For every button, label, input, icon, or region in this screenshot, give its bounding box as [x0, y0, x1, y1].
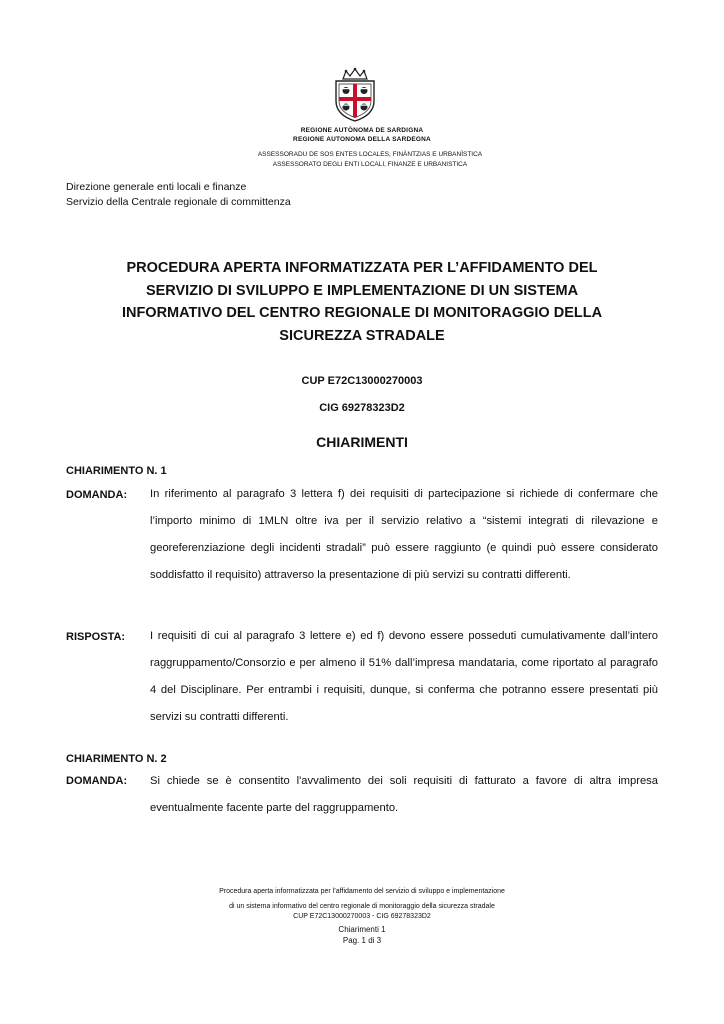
office-service: Servizio della Centrale regionale di committenza: [66, 196, 291, 208]
cup-code: CUP E72C13000270003: [301, 375, 423, 387]
question-label: DOMANDA:: [66, 775, 128, 787]
assessorate-sardinian: ASSESSORADU DE SOS ENTES LOCALES, FINÀNTZIAS E URBANÌSTICA: [257, 151, 483, 158]
question-text: In riferimento al paragrafo 3 lettera f) dei requisiti di partecipazione si richiede di confermare che l’importo minimo di 1MLN oltre iva per il servizio relativo a “sistemi integrati di rilevazione e georeferenziazione degli incidenti stradali” può essere raggiunto (e quindi può essere considerato soddisfatto il requisito) attraverso la presentazione di più servizi su contratti differenti.: [150, 488, 658, 581]
section-title: CHIARIMENTI: [316, 434, 408, 450]
clarification-heading: CHIARIMENTO N. 2: [66, 753, 167, 765]
footer-page-number: Pag. 1 di 3: [342, 936, 382, 945]
region-name-italian: REGIONE AUTONOMA DELLA SARDEGNA: [293, 136, 431, 143]
document-title: [100, 257, 624, 347]
footer-document-name: Chiarimenti 1: [338, 925, 386, 934]
footer-system: di un sistema informativo del centro regionale di monitoraggio della sicurezza stradale: [229, 903, 495, 910]
title-line: SERVIZIO DI SVILUPPO E IMPLEMENTAZIONE DI UN SISTEMA: [145, 282, 579, 299]
cig-code: CIG 69278323D2: [319, 402, 405, 414]
title-line: SICUREZZA STRADALE: [279, 327, 445, 344]
sardinia-crest-icon: [330, 67, 380, 123]
answer-text: I requisiti di cui al paragrafo 3 lettere e) ed f) devono essere posseduti cumulativamente dall’intero raggruppamento/Consorzio e per almeno il 51% dall’impresa mandataria, come riportato al paragrafo 4 del Disciplinare. Per entrambi i requisiti, dunque, si conferma che potranno essere presentati più servizi su contratti differenti.: [150, 630, 658, 723]
footer-procedure: Procedura aperta informatizzata per l’affidamento del servizio di sviluppo e implementazione: [219, 888, 505, 895]
footer-codes: CUP E72C13000270003 - CIG 69278323D2: [293, 913, 431, 920]
title-line: INFORMATIVO DEL CENTRO REGIONALE DI MONITORAGGIO DELLA: [121, 305, 603, 321]
question-label: DOMANDA:: [66, 489, 128, 501]
answer-label: RISPOSTA:: [66, 631, 126, 643]
question-text: Si chiede se è consentito l'avvalimento dei soli requisiti di fatturato a favore di altra impresa eventualmente facente parte del raggruppamento.: [150, 775, 658, 814]
clarification-heading: CHIARIMENTO N. 1: [66, 465, 167, 477]
assessorate-italian: ASSESSORATO DEGLI ENTI LOCALI, FINANZE E URBANISTICA: [272, 161, 468, 168]
region-name-sardinian: REGIONE AUTÒNOMA DE SARDIGNA: [300, 127, 424, 134]
office-directorate: Direzione generale enti locali e finanze: [66, 181, 247, 193]
title-line: PROCEDURA APERTA INFORMATIZZATA PER L’AFFIDAMENTO DEL: [126, 260, 598, 276]
